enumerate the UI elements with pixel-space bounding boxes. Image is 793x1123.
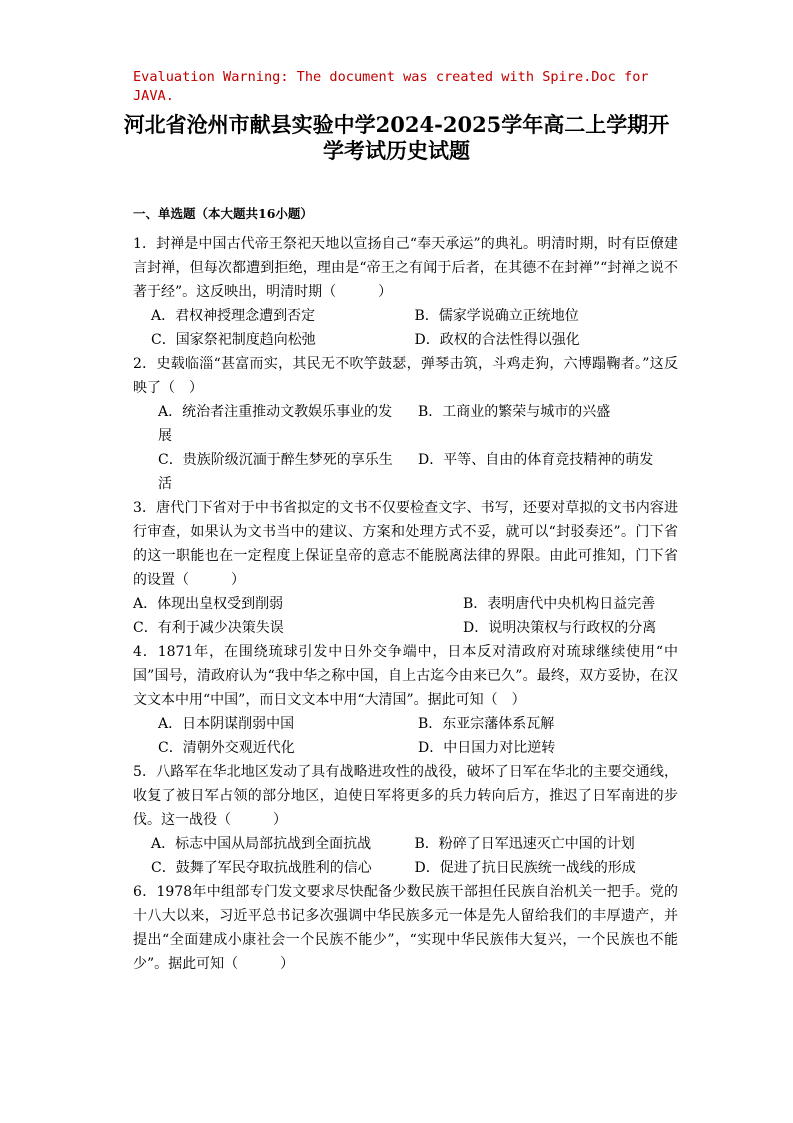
option-group [133,304,678,352]
option-d: D．平等、自由的体育竞技精神的萌发 [418,452,654,468]
question-2 [133,352,678,496]
option-b: B．表明唐代中央机构日益完善 [463,596,656,612]
question-stem: 1．封禅是中国古代帝王祭祀天地以宣扬自己“奉天承运”的典礼。明清时期，时有臣僚建言封禅，但每次都遭到拒绝，理由是“帝王之有闻于后者，在其德不在封禅”“封禅之说不著于经”。这反映出，明清时期（ ） [133,236,678,300]
option-d: D．说明决策权与行政权的分离 [463,620,657,636]
section-heading: 一、单选题（本大题共16小题） [133,206,313,221]
question-stem: 3．唐代门下省对于中书省拟定的文书不仅要检查文字、书写，还要对草拟的文书内容进行审查，如果认为文书当中的建议、方案和处理方式不妥，就可以“封驳奏还”。门下省的这一职能也在一定程度上保证皇帝的意志不能脱离法律的界限。由此可推知，门下省的设置（ ） [133,500,678,588]
question-list [133,232,678,976]
option-c: C．贵族阶级沉湎于醉生梦死的享乐生活 [158,452,393,492]
option-c: C．清朝外交观近代化 [158,740,295,756]
option-group [133,400,678,496]
question-3 [133,496,678,640]
question-stem: 6．1978年中组部专门发文要求尽快配备少数民族干部担任民族自治机关一把手。党的十八大以来，习近平总书记多次强调中华民族多元一体是先人留给我们的丰厚遗产，并提出“全面建成小康社会一个民族不能少”，“实现中华民族伟大复兴，一个民族也不能少”。据此可知（ ） [133,884,678,972]
question-stem: 5．八路军在华北地区发动了具有战略进攻性的战役，破坏了日军在华北的主要交通线，收复了被日军占领的部分地区，迫使日军将更多的兵力转向后方，推迟了日军南进的步伐。这一战役（ ） [133,764,678,828]
option-d: D．政权的合法性得以强化 [414,332,580,348]
option-c: C．国家祭祀制度趋向松弛 [151,332,316,348]
option-group [133,592,678,640]
option-b: B．东亚宗藩体系瓦解 [418,716,555,732]
option-a: A．君权神授理念遭到否定 [151,308,316,324]
option-a: A．体现出皇权受到削弱 [133,596,284,612]
option-a: A．标志中国从局部抗战到全面抗战 [151,836,372,852]
question-4 [133,640,678,760]
option-d: D．中日国力对比逆转 [418,740,556,756]
question-6 [133,880,678,976]
page-title: 河北省沧州市献县实验中学2024-2025学年高二上学期开学考试历史试题 [123,112,670,163]
option-c: C．鼓舞了军民夺取抗战胜利的信心 [151,860,372,876]
option-a: A．日本阴谋削弱中国 [158,716,295,732]
option-group [133,712,678,760]
option-b: B．粉碎了日军迅速灭亡中国的计划 [414,836,635,852]
option-c: C．有利于减少决策失误 [133,620,284,636]
option-d: D．促进了抗日民族统一战线的形成 [414,860,636,876]
option-group [133,832,678,880]
option-a: A．统治者注重推动文教娱乐事业的发展 [158,404,393,444]
question-stem: 4．1871年，在围绕琉球引发中日外交争端中，日本反对清政府对琉球继续使用“中国”国号，清政府认为“我中华之称中国，自上古迄今由来已久”。最终，双方妥协，在汉文文本中用“中国”，而日文文本中用“大清国”。据此可知（ ） [133,644,678,708]
option-b: B．儒家学说确立正统地位 [414,308,579,324]
question-stem: 2．史载临淄“甚富而实，其民无不吹竽鼓瑟，弹琴击筑，斗鸡走狗，六博蹋鞠者。”这反映了（ ） [133,356,678,396]
question-1 [133,232,678,352]
evaluation-warning: Evaluation Warning: The document was created with Spire.Doc for JAVA. [133,69,649,104]
question-5 [133,760,678,880]
option-b: B．工商业的繁荣与城市的兴盛 [418,404,611,420]
